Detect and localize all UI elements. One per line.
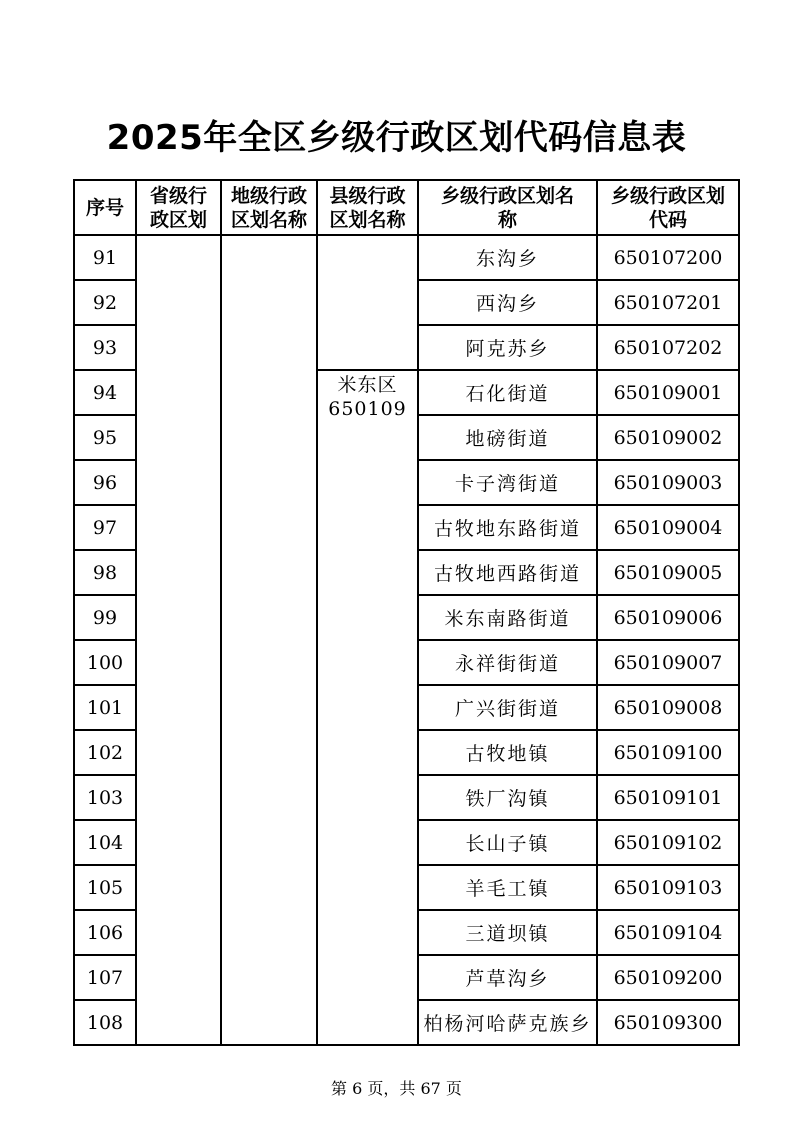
- row-township-code: 650109002: [597, 415, 739, 460]
- county-merged-cell: [317, 370, 418, 1045]
- header-code-line1: 乡级行政区划: [610, 184, 725, 207]
- row-seq: 93: [74, 325, 136, 370]
- row-seq: 105: [74, 865, 136, 910]
- row-township-code: 650109200: [597, 955, 739, 1000]
- row-township-name: 永祥街街道: [418, 640, 597, 685]
- row-seq: 98: [74, 550, 136, 595]
- row-township-code: 650109300: [597, 1000, 739, 1045]
- county-merged-cell-prev: [317, 235, 418, 370]
- header-province-line1: 省级行: [149, 184, 207, 207]
- row-township-name: 东沟乡: [418, 235, 597, 280]
- row-township-name: 铁厂沟镇: [418, 775, 597, 820]
- row-township-code: 650107202: [597, 325, 739, 370]
- row-township-name: 长山子镇: [418, 820, 597, 865]
- county-label: [318, 371, 417, 421]
- table-row: [74, 235, 739, 280]
- row-township-name: 阿克苏乡: [418, 325, 597, 370]
- row-township-name: 古牧地镇: [418, 730, 597, 775]
- row-township-code: 650109104: [597, 910, 739, 955]
- header-county: [317, 180, 418, 235]
- header-province: [136, 180, 221, 235]
- header-row: [74, 180, 739, 235]
- row-seq: 102: [74, 730, 136, 775]
- row-township-name: 西沟乡: [418, 280, 597, 325]
- row-seq: 97: [74, 505, 136, 550]
- row-township-name: 广兴街街道: [418, 685, 597, 730]
- row-township-code: 650109007: [597, 640, 739, 685]
- row-township-code: 650107201: [597, 280, 739, 325]
- header-township-line1: 乡级行政区划名: [440, 184, 574, 207]
- header-seq: [74, 180, 136, 235]
- row-township-name: 三道坝镇: [418, 910, 597, 955]
- header-prefecture-line1: 地级行政: [230, 184, 307, 207]
- table-body: [74, 235, 739, 1045]
- row-seq: 95: [74, 415, 136, 460]
- row-seq: 101: [74, 685, 136, 730]
- county-name: 米东区: [337, 374, 398, 396]
- page-title: 2025年全区乡级行政区划代码信息表: [106, 118, 687, 158]
- table-header: [74, 180, 739, 235]
- row-township-code: 650109100: [597, 730, 739, 775]
- row-seq: 103: [74, 775, 136, 820]
- row-township-name: 米东南路街道: [418, 595, 597, 640]
- row-township-code: 650109006: [597, 595, 739, 640]
- row-township-code: 650109003: [597, 460, 739, 505]
- row-township-name: 地磅街道: [418, 415, 597, 460]
- row-seq: 106: [74, 910, 136, 955]
- row-seq: 108: [74, 1000, 136, 1045]
- header-county-line2: 区划名称: [329, 208, 406, 231]
- province-merged-cell: [136, 235, 221, 1045]
- row-township-code: 650109102: [597, 820, 739, 865]
- row-seq: 92: [74, 280, 136, 325]
- row-township-code: 650109101: [597, 775, 739, 820]
- row-township-code: 650109005: [597, 550, 739, 595]
- header-township-line2: 称: [497, 208, 517, 231]
- header-code: [597, 180, 739, 235]
- header-seq-label: 序号: [85, 196, 124, 219]
- row-township-name: 石化街道: [418, 370, 597, 415]
- row-township-code: 650109008: [597, 685, 739, 730]
- row-township-name: 柏杨河哈萨克族乡: [418, 1000, 597, 1045]
- row-seq: 104: [74, 820, 136, 865]
- header-county-line1: 县级行政: [329, 184, 406, 207]
- prefecture-merged-cell: [221, 235, 317, 1045]
- row-township-name: 古牧地西路街道: [418, 550, 597, 595]
- page-footer: 第 6 页，共 67 页: [331, 1079, 462, 1098]
- county-code: 650109: [328, 398, 407, 420]
- row-township-name: 芦草沟乡: [418, 955, 597, 1000]
- row-township-name: 羊毛工镇: [418, 865, 597, 910]
- row-seq: 91: [74, 235, 136, 280]
- header-prefecture-line2: 区划名称: [230, 208, 307, 231]
- row-seq: 96: [74, 460, 136, 505]
- township-code-table: [73, 179, 740, 1046]
- row-township-code: 650109001: [597, 370, 739, 415]
- row-township-name: 古牧地东路街道: [418, 505, 597, 550]
- row-township-code: 650107200: [597, 235, 739, 280]
- row-township-code: 650109103: [597, 865, 739, 910]
- row-seq: 100: [74, 640, 136, 685]
- row-seq: 94: [74, 370, 136, 415]
- header-code-line2: 代码: [648, 208, 687, 231]
- row-seq: 107: [74, 955, 136, 1000]
- header-township: [418, 180, 597, 235]
- row-township-code: 650109004: [597, 505, 739, 550]
- row-township-name: 卡子湾街道: [418, 460, 597, 505]
- header-province-line2: 政区划: [149, 208, 207, 231]
- header-prefecture: [221, 180, 317, 235]
- row-seq: 99: [74, 595, 136, 640]
